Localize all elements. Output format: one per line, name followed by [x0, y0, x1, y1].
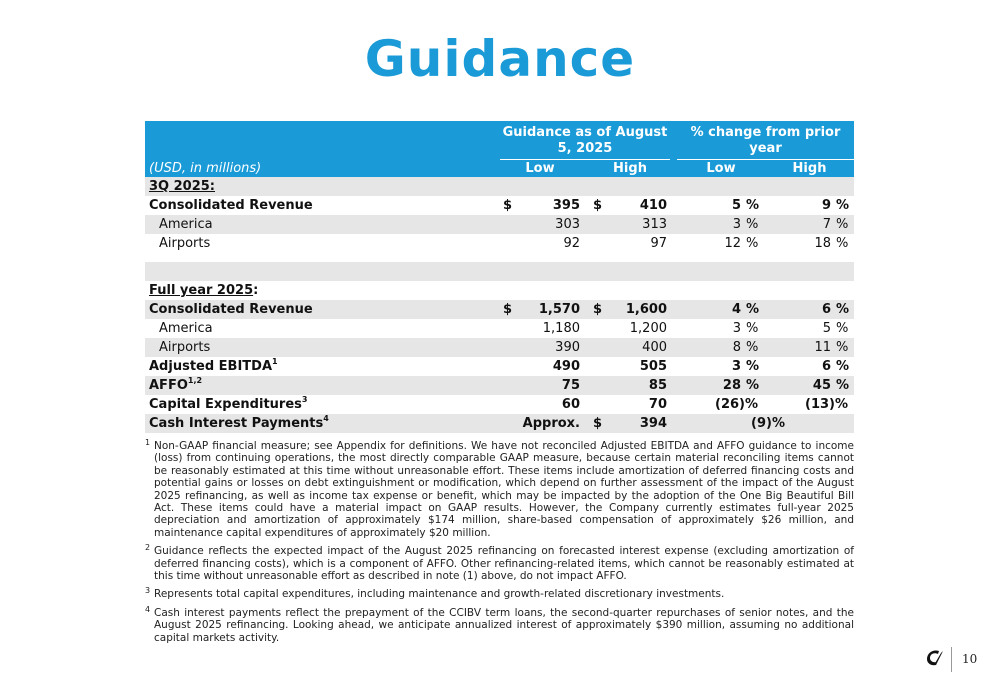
footnote-2	[145, 545, 854, 582]
section-heading-fy-colon: :	[253, 283, 259, 298]
section-heading-3q: 3Q 2025:	[149, 179, 216, 194]
pct-sign: %	[836, 378, 850, 393]
low-pct: 3	[731, 359, 741, 374]
pct-sign: %	[746, 198, 760, 213]
low-value: 390	[555, 340, 580, 355]
high-pct: 9	[821, 198, 831, 213]
table-row	[145, 414, 854, 433]
low-pct: 12	[724, 236, 741, 251]
table-row	[145, 262, 854, 281]
pct-sign: %	[836, 340, 849, 355]
high-pct: 6	[821, 359, 831, 374]
high-value: 505	[639, 359, 667, 374]
footnote-text: Guidance reflects the expected impact of the August 2025 refinancing on forecasted interest expense (excluding amortization of deferred financing costs), which is a component of AFFO. Other refinancing-related items, which cannot be reasonably estimated at this time without unreasonable effort as described in note (1) above, do not impact AFFO.	[154, 545, 854, 583]
company-logo-icon	[925, 649, 945, 671]
section-heading-fy	[149, 281, 258, 300]
currency-symbol: $	[593, 198, 603, 213]
row-label-text: Adjusted EBITDA	[149, 359, 273, 374]
footnote-number: 1	[145, 438, 151, 447]
footnote-number: 3	[145, 586, 151, 596]
footnote-text: Represents total capital expenditures, including maintenance and growth-related discretionary investments.	[154, 588, 725, 601]
row-label-text: Cash Interest Payments	[149, 416, 324, 431]
currency-symbol: $	[503, 302, 513, 317]
footnote-1	[145, 440, 854, 539]
unit-label: (USD, in millions)	[149, 161, 262, 176]
row-label-text: AFFO	[149, 378, 188, 393]
low-value: 395	[552, 198, 580, 213]
table-row	[145, 234, 854, 253]
currency-symbol: $	[503, 198, 513, 213]
page-number: 10	[962, 652, 978, 666]
low-pct: 4	[731, 302, 741, 317]
high-value: 97	[650, 236, 667, 251]
row-label: America	[159, 321, 213, 336]
row-label	[149, 357, 278, 376]
approx-label: Approx.	[522, 416, 580, 431]
high-value: 85	[648, 378, 667, 393]
footnote-number: 2	[145, 543, 151, 553]
pct-sign: %	[746, 236, 759, 251]
footnote-number: 4	[145, 604, 151, 614]
high-pct: 18	[814, 236, 831, 251]
table-row	[145, 376, 854, 395]
currency-symbol: $	[593, 416, 603, 431]
table-row	[145, 395, 854, 414]
pct-change: (9)%	[751, 416, 785, 431]
low-pct: 5	[731, 198, 741, 213]
row-label: Consolidated Revenue	[149, 302, 313, 317]
low-pct: 3	[732, 321, 741, 336]
high-value: 394	[639, 416, 667, 431]
high-value: 1,600	[625, 302, 667, 317]
low-pct: 3	[732, 217, 741, 232]
low-value: 490	[552, 359, 580, 374]
table-row	[145, 196, 854, 215]
pct-sign: %	[746, 302, 760, 317]
pct-sign: %	[836, 217, 849, 232]
pct-sign: %	[836, 302, 850, 317]
row-label	[149, 376, 202, 395]
header-change-group: % change from prior year	[690, 125, 841, 156]
footnote-ref: 4	[323, 413, 329, 423]
footnote-ref: 3	[301, 394, 308, 404]
col-high-header: High	[613, 161, 647, 176]
high-value: 400	[642, 340, 667, 355]
low-value: 1,180	[542, 321, 580, 336]
low-value: 92	[563, 236, 580, 251]
row-label-text: Capital Expenditures	[149, 397, 302, 412]
high-pct: 7	[822, 217, 831, 232]
high-pct: 11	[814, 340, 831, 355]
high-value: 410	[639, 198, 667, 213]
high-pct: (13)%	[805, 397, 848, 412]
high-pct: 45	[812, 378, 831, 393]
header-guidance-group: Guidance as of August 5, 2025	[502, 125, 668, 156]
low-value: 75	[561, 378, 580, 393]
row-label	[149, 414, 329, 433]
footnote-3	[145, 588, 854, 600]
row-label	[149, 395, 307, 414]
table-row	[145, 281, 854, 300]
table-row	[145, 338, 854, 357]
row-label: Airports	[159, 340, 211, 355]
pct-sign: %	[746, 321, 759, 336]
pct-sign: %	[746, 359, 760, 374]
table-row	[145, 319, 854, 338]
spacer-row	[145, 253, 854, 262]
pct-sign: %	[746, 217, 759, 232]
table-header	[145, 121, 854, 177]
pct-sign: %	[836, 321, 849, 336]
table-row	[145, 300, 854, 319]
pct-sign: %	[746, 378, 760, 393]
pct-sign: %	[746, 340, 759, 355]
row-label: America	[159, 217, 213, 232]
footnote-ref: 1	[272, 356, 278, 366]
footnotes	[145, 440, 854, 650]
high-pct: 5	[822, 321, 831, 336]
pct-sign: %	[836, 198, 850, 213]
low-value: 1,570	[538, 302, 580, 317]
low-pct: 8	[732, 340, 741, 355]
high-value: 1,200	[629, 321, 667, 336]
high-pct: 6	[821, 302, 831, 317]
col-low-pct-header: Low	[706, 161, 736, 176]
low-pct: 28	[722, 378, 741, 393]
row-label: Airports	[159, 236, 211, 251]
footnote-text: Non-GAAP financial measure; see Appendix for definitions. We have not reconciled Adjusted EBITDA and AFFO guidance to income (loss) from continuing operations, the most directly comparable GAAP measure, because certain material reconciling items cannot be reasonably estimated at this time without unreasonable effort. These items include amortization of deferred financing costs and potential gains or losses on debt extinguishment or modification, which depend on further assessment of the impact of the August 2025 refinancing, as well as income tax expense or benefit, which may be impacted by the adoption of the One Big Beautiful Bill Act. These items could have a material impact on GAAP results. However, the Company currently estimates full-year 2025 depreciation and amortization of approximately $174 million, share-based compensation of approximately $26 million, and maintenance capital expenditures of approximately $20 million.	[154, 440, 854, 539]
low-value: 60	[561, 397, 580, 412]
currency-symbol: $	[593, 302, 603, 317]
header-divider-change	[677, 159, 854, 160]
row-label: Consolidated Revenue	[149, 198, 313, 213]
footnote-4	[145, 604, 854, 644]
pct-sign: %	[836, 359, 850, 374]
table-row	[145, 215, 854, 234]
page-title: Guidance	[364, 30, 636, 88]
section-heading-fy-text: Full year 2025	[149, 283, 254, 298]
low-pct: (26)%	[715, 397, 758, 412]
footnote-ref: 1,2	[187, 375, 203, 385]
col-low-header: Low	[525, 161, 555, 176]
footer-divider	[951, 647, 952, 672]
pct-sign: %	[836, 236, 849, 251]
high-value: 313	[642, 217, 667, 232]
low-value: 303	[555, 217, 580, 232]
table-row	[145, 177, 854, 196]
footnote-text: Cash interest payments reflect the prepayment of the CCIBV term loans, the second-quarter repurchases of senior notes, and the August 2025 refinancing. Looking ahead, we anticipate annualized interest of approximately $390 million, assuming no additional capital markets activity.	[154, 606, 854, 644]
col-high-pct-header: High	[792, 161, 827, 176]
high-value: 70	[648, 397, 667, 412]
table-row	[145, 357, 854, 376]
header-divider-guidance	[500, 159, 670, 160]
guidance-table	[145, 121, 854, 433]
